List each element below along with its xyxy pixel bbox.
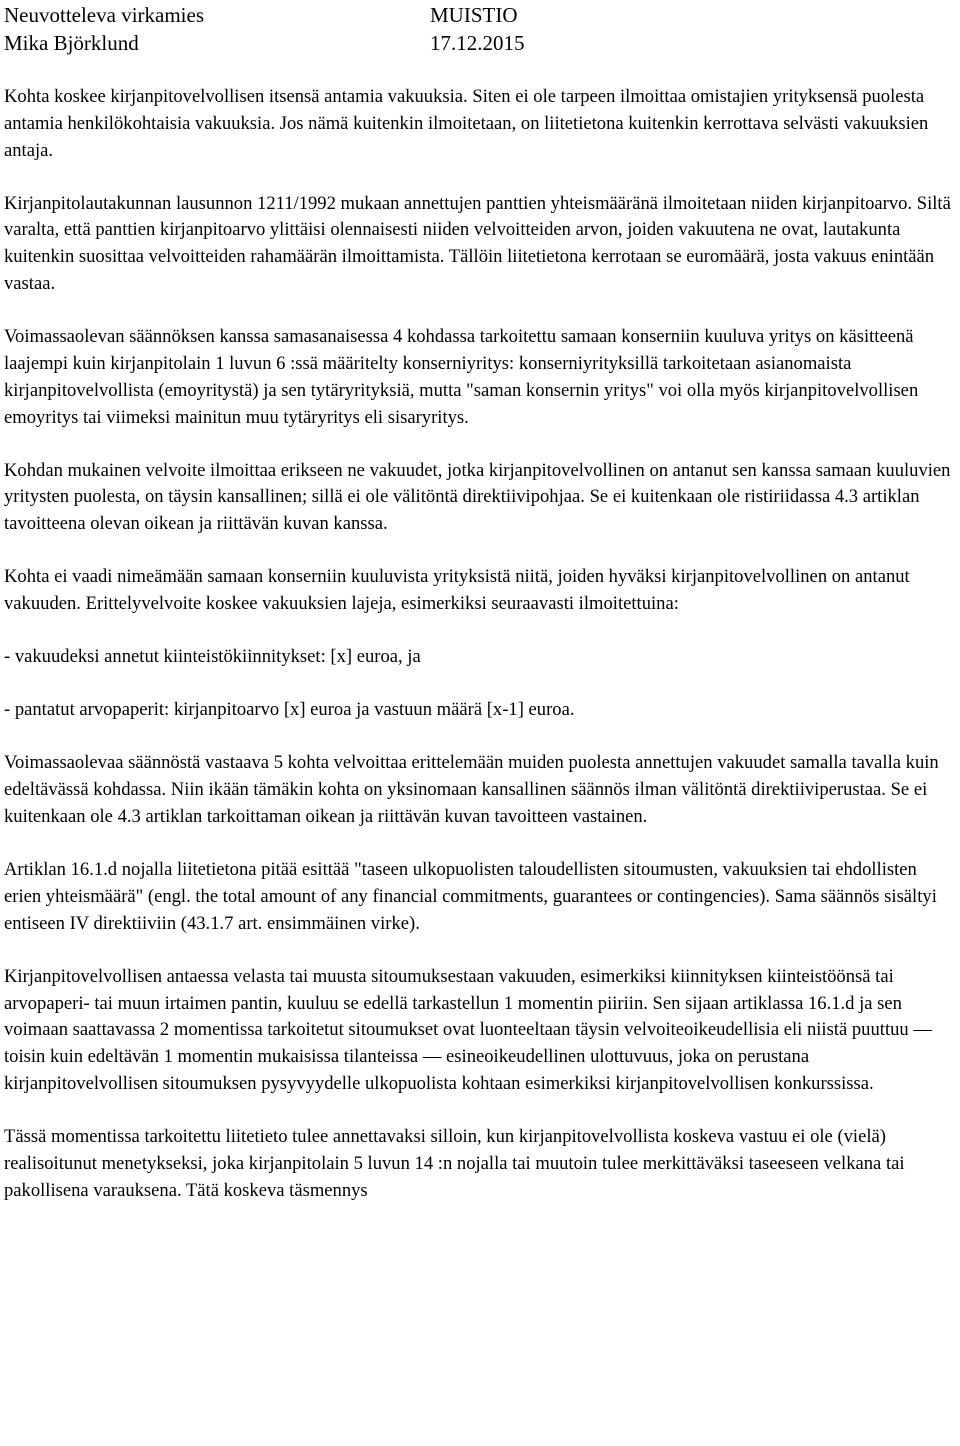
author-name: Mika Björklund bbox=[4, 31, 139, 55]
document-body bbox=[4, 84, 956, 1231]
list-item: - vakuudeksi annetut kiinteistökiinnitykset: [x] euroa, ja bbox=[4, 646, 421, 668]
list-item: - pantatut arvopaperit: kirjanpitoarvo [x] euroa ja vastuun määrä [x-1] euroa. bbox=[4, 699, 575, 721]
paragraph: Kohdan mukainen velvoite ilmoittaa erikseen ne vakuudet, jotka kirjanpitovelvollinen on antanut sen kanssa samaan kuuluvien yritysten puolesta, on täysin kansallinen; sillä ei ole välitöntä direktiivipohjaa. Se ei kuitenkaan ole ristiriidassa 4.3 artiklan tavoitteena olevan oikean ja riittävän kuvan kanssa. bbox=[4, 459, 951, 535]
paragraph: Kohta ei vaadi nimeämään samaan konserniin kuuluvista yrityksistä niitä, joiden hyväksi kirjanpitovelvollinen on antanut vakuuden. Erittelyvelvoite koskee vakuuksien lajeja, esimerkiksi seuraavasti ilmoitettuina: bbox=[4, 566, 910, 615]
paragraph: Kirjanpitovelvollisen antaessa velasta tai muusta sitoumuksestaan vakuuden, esimerkiksi kiinnityksen kiinteistöönsä tai arvopaperi- tai muun irtaimen pantin, kuuluu se edellä tarkastellun 1 momentin piiriin. Sen sijaan artiklassa 16.1.d ja sen voimaan saattavassa 2 momentissa tarkoitetut sitoumukset ovat luonteeltaan täysin velvoiteoikeudellisia eli niistä puuttuu — toisin kuin edeltävän 1 momentin mukaisissa tilanteissa — esineoikeudellinen ulottuvuus, joka on perustana kirjanpitovelvollisen sitoumuksen pysyvyydelle ulkopuolista kohtaan esimerkiksi kirjanpitovelvollisen konkurssissa. bbox=[4, 965, 932, 1094]
paragraph: Voimassaolevaa säännöstä vastaava 5 kohta velvoittaa erittelemään muiden puolesta annettujen vakuudet samalla tavalla kuin edeltävässä kohdassa. Niin ikään tämäkin kohta on yksinomaan kansallinen säännös ilman välitöntä direktiiviperustaa. Se ei kuitenkaan ole 4.3 artiklan tarkoittaman oikean ja riittävän kuvan tavoitteen vastainen. bbox=[4, 752, 939, 828]
paragraph: Tässä momentissa tarkoitettu liitetieto tulee annettavaksi silloin, kun kirjanpitovelvollista koskeva vastuu ei ole (vielä) realisoitunut menetykseksi, joka kirjanpitolain 5 luvun 14 :n nojalla tai muutoin tulee merkittäväksi taseeseen velkana tai pakollisena varauksena. Tätä koskeva täsmennys bbox=[4, 1126, 905, 1201]
paragraph: Artiklan 16.1.d nojalla liitetietona pitää esittää "taseen ulkopuolisten taloudellisten sitoumusten, vakuuksien tai ehdollisten erien yhteismäärä" (engl. the total amount of any financial commitments, guarantees or contingencies). Sama säännös sisältyi entiseen IV direktiiviin (43.1.7 art. ensimmäinen virke). bbox=[4, 859, 937, 934]
paragraph: Kohta koskee kirjanpitovelvollisen itsensä antamia vakuuksia. Siten ei ole tarpeen ilmoittaa omistajien yrityksensä puolesta antamia henkilökohtaisia vakuuksia. Jos nämä kuitenkin ilmoitetaan, on liitetietona kuitenkin kerrottava selvästi vakuuksien antaja. bbox=[4, 86, 929, 161]
paragraph: Kirjanpitolautakunnan lausunnon 1211/1992 mukaan annettujen panttien yhteismääränä ilmoitetaan niiden kirjanpitoarvo. Siltä varalta, että panttien kirjanpitoarvo ylittäisi olennaisesti niiden velvoitteiden arvon, joiden vakuutena ne ovat, lautakunta kuitenkin suosittaa velvoitteiden rahamäärän ilmoittamista. Tällöin liitetietona kerrotaan se euromäärä, josta vakuus enintään vastaa. bbox=[4, 192, 951, 295]
document-type: MUISTIO bbox=[430, 3, 518, 27]
document-date: 17.12.2015 bbox=[430, 31, 525, 55]
document-header bbox=[4, 0, 944, 60]
organization-label: Neuvotteleva virkamies bbox=[4, 3, 205, 27]
paragraph: Voimassaolevan säännöksen kanssa samasanaisessa 4 kohdassa tarkoitettu samaan konserniin kuuluva yritys on käsitteenä laajempi kuin kirjanpitolain 1 luvun 6 :ssä määritelty konserniyritys: konserniyrityksillä tarkoitetaan asianomaista kirjanpitovelvollista (emoyritystä) ja sen tytäryrityksiä, mutta "saman konsernin yritys" voi olla myös kirjanpitovelvollisen emoyritys tai viimeksi mainitun muu tytäryritys eli sisaryritys. bbox=[4, 326, 919, 428]
